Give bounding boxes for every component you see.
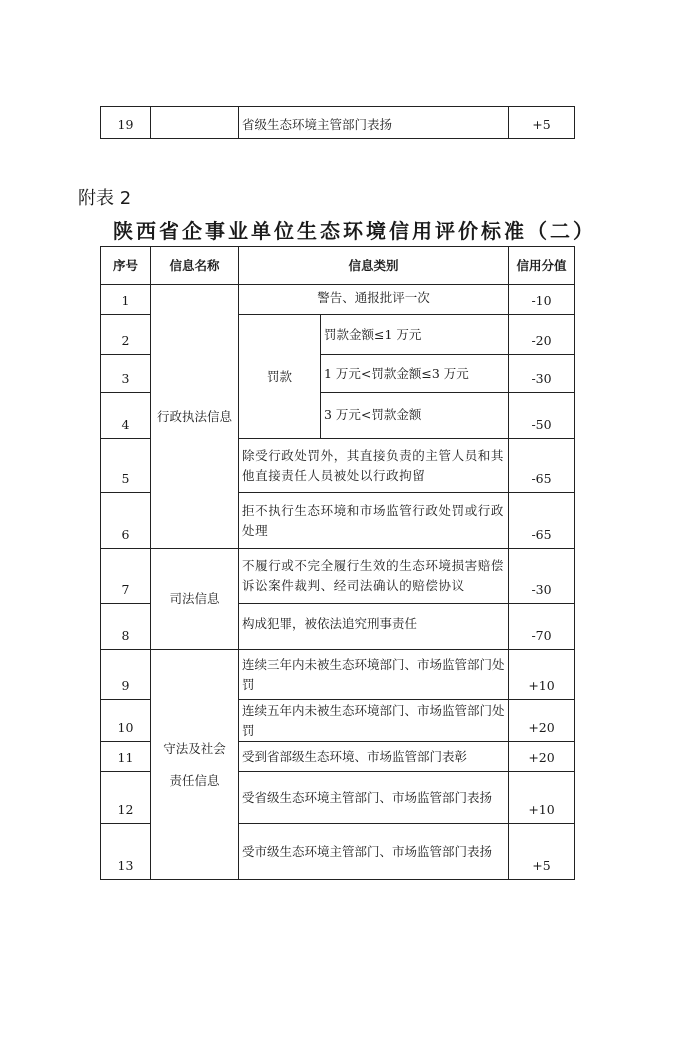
row-score: -20	[509, 315, 575, 355]
row-content: 警告、通报批评一次	[239, 285, 509, 315]
row-content: 1 万元<罚款金额≤3 万元	[321, 355, 509, 393]
row-content: 罚款金额≤1 万元	[321, 315, 509, 355]
group-judicial: 司法信息	[151, 549, 239, 650]
row-content: 连续五年内未被生态环境部门、市场监管部门处罚	[239, 700, 509, 742]
header-name: 信息名称	[151, 247, 239, 285]
row-content: 拒不执行生态环境和市场监管行政处罚或行政处理	[239, 493, 509, 549]
group-law-line2: 责任信息	[169, 772, 220, 788]
row-content: 除受行政处罚外，其直接负责的主管人员和其他直接责任人员被处以行政拘留	[239, 439, 509, 493]
row-content: 构成犯罪，被依法追究刑事责任	[239, 604, 509, 650]
table-row	[101, 285, 575, 315]
row-number: 12	[101, 772, 151, 824]
info-name-cell	[151, 107, 239, 139]
row-number: 8	[101, 604, 151, 650]
header-category: 信息类别	[239, 247, 509, 285]
row-score: +20	[509, 700, 575, 742]
row-score: -70	[509, 604, 575, 650]
row-content: 受到省部级生态环境、市场监管部门表彰	[239, 742, 509, 772]
row-number: 5	[101, 439, 151, 493]
row-number: 19	[101, 107, 151, 139]
row-content: 省级生态环境主管部门表扬	[239, 107, 509, 139]
table-title: 陕西省企事业单位生态环境信用评价标准（二）	[113, 219, 596, 243]
header-row	[101, 247, 575, 285]
row-number: 10	[101, 700, 151, 742]
table-row	[101, 549, 575, 604]
row-score: -30	[509, 355, 575, 393]
row-score: -65	[509, 439, 575, 493]
appendix-label: 附表 2	[78, 188, 132, 209]
row-score: +10	[509, 650, 575, 700]
row-content: 受市级生态环境主管部门、市场监管部门表扬	[239, 824, 509, 880]
table-row	[101, 650, 575, 700]
row-score: +5	[509, 824, 575, 880]
group-fine: 罚款	[239, 315, 321, 439]
row-number: 6	[101, 493, 151, 549]
group-admin-enforcement: 行政执法信息	[151, 285, 239, 549]
row-score: -30	[509, 549, 575, 604]
header-score: 信用分值	[509, 247, 575, 285]
row-score: +10	[509, 772, 575, 824]
row-number: 9	[101, 650, 151, 700]
row-number: 4	[101, 393, 151, 439]
row-number: 1	[101, 285, 151, 315]
row-content: 连续三年内未被生态环境部门、市场监管部门处罚	[239, 650, 509, 700]
row-score: +5	[509, 107, 575, 139]
group-law-line1: 守法及社会	[163, 740, 226, 756]
header-no: 序号	[101, 247, 151, 285]
row-score: -65	[509, 493, 575, 549]
row-number: 2	[101, 315, 151, 355]
row-number: 3	[101, 355, 151, 393]
row-number: 7	[101, 549, 151, 604]
row-score: -50	[509, 393, 575, 439]
row-content: 受省级生态环境主管部门、市场监管部门表扬	[239, 772, 509, 824]
row-number: 13	[101, 824, 151, 880]
row-number: 11	[101, 742, 151, 772]
row-content: 不履行或不完全履行生效的生态环境损害赔偿诉讼案件裁判、经司法确认的赔偿协议	[239, 549, 509, 604]
row-score: -10	[509, 285, 575, 315]
row-score: +20	[509, 742, 575, 772]
credit-table	[100, 246, 575, 880]
row-content: 3 万元<罚款金额	[321, 393, 509, 439]
group-law-social	[151, 650, 239, 880]
top-table	[100, 106, 575, 139]
